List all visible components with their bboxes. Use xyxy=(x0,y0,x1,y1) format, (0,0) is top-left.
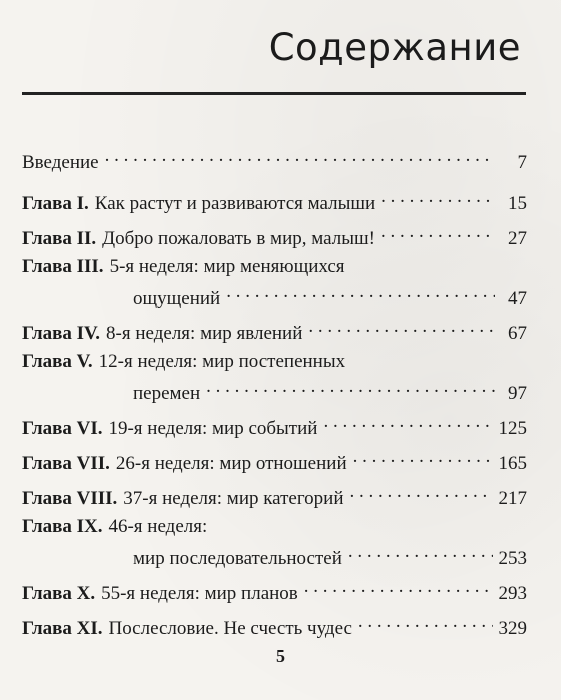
dot-leader xyxy=(353,444,493,469)
chapter-page-number: 27 xyxy=(508,228,527,249)
chapter-label: Глава IV. xyxy=(22,323,101,344)
chapter-page-number: 165 xyxy=(498,453,527,474)
chapter-page-number: 15 xyxy=(508,193,527,214)
dot-leader xyxy=(323,409,492,434)
table-of-contents xyxy=(22,143,527,644)
title-rule xyxy=(22,92,526,95)
chapter-title: 26-я неделя: мир отношений xyxy=(115,453,347,474)
toc-entry xyxy=(22,574,527,604)
chapter-page-number: 67 xyxy=(508,323,527,344)
toc-entry xyxy=(22,444,527,474)
page-title: Содержание xyxy=(268,26,521,69)
chapter-label: Глава VIII. xyxy=(22,488,118,509)
chapter-page-number: 97 xyxy=(508,383,527,404)
dot-leader xyxy=(105,143,495,168)
chapter-label: Глава XI. xyxy=(22,618,103,639)
toc-entry xyxy=(22,514,527,569)
chapter-label: Глава IX. xyxy=(22,516,103,537)
chapter-label: Глава V. xyxy=(22,351,93,372)
chapter-page-number: 125 xyxy=(498,418,527,439)
toc-line xyxy=(22,479,527,509)
chapter-title: 12-я неделя: мир постепенных xyxy=(98,351,346,372)
chapter-label: Глава II. xyxy=(22,228,97,249)
toc-line xyxy=(22,254,527,279)
dot-leader xyxy=(348,539,493,564)
chapter-title: мир последовательностей xyxy=(133,548,342,569)
chapter-label: Глава I. xyxy=(22,193,89,214)
dot-leader xyxy=(358,609,493,634)
toc-line xyxy=(22,314,527,344)
chapter-title: 37-я неделя: мир категорий xyxy=(123,488,344,509)
chapter-page-number: 217 xyxy=(498,488,527,509)
toc-entry xyxy=(22,609,527,639)
chapter-title: 19-я неделя: мир событий xyxy=(108,418,318,439)
chapter-title: Послесловие. Не счесть чудес xyxy=(108,618,352,639)
dot-leader xyxy=(381,219,495,244)
toc-entry xyxy=(22,349,527,404)
toc-line xyxy=(22,143,527,173)
chapter-page-number: 7 xyxy=(517,152,527,173)
toc-entry xyxy=(22,219,527,249)
chapter-title: 5-я неделя: мир меняющихся xyxy=(109,256,345,277)
toc-line xyxy=(22,184,527,214)
toc-entry xyxy=(22,184,527,214)
chapter-title: ощущений xyxy=(133,288,221,309)
page-number: 5 xyxy=(276,646,285,666)
chapter-page-number: 253 xyxy=(498,548,527,569)
chapter-page-number: 329 xyxy=(498,618,527,639)
toc-line xyxy=(22,609,527,639)
dot-leader xyxy=(350,479,493,504)
chapter-title: 8-я неделя: мир явлений xyxy=(106,323,303,344)
chapter-label: Глава III. xyxy=(22,256,104,277)
toc-entry xyxy=(22,409,527,439)
toc-line xyxy=(22,219,527,249)
chapter-label: Глава VII. xyxy=(22,453,110,474)
toc-entry xyxy=(22,479,527,509)
dot-leader xyxy=(308,314,495,339)
toc-entry xyxy=(22,143,527,173)
chapter-title: перемен xyxy=(133,383,201,404)
toc-line xyxy=(22,409,527,439)
dot-leader xyxy=(226,279,495,304)
chapter-label: Глава X. xyxy=(22,583,96,604)
toc-line xyxy=(22,539,527,569)
chapter-title: 46-я неделя: xyxy=(108,516,208,537)
toc-line xyxy=(22,514,527,539)
toc-line xyxy=(22,374,527,404)
dot-leader xyxy=(206,374,495,399)
toc-line xyxy=(22,279,527,309)
chapter-title: 55-я неделя: мир планов xyxy=(101,583,298,604)
dot-leader xyxy=(304,574,493,599)
toc-entry xyxy=(22,314,527,344)
chapter-page-number: 293 xyxy=(498,583,527,604)
toc-entry xyxy=(22,254,527,309)
chapter-title: Добро пожаловать в мир, малыш! xyxy=(102,228,375,249)
chapter-page-number: 47 xyxy=(508,288,527,309)
chapter-title: Введение xyxy=(22,152,99,173)
toc-line xyxy=(22,349,527,374)
chapter-title: Как растут и развиваются малыши xyxy=(94,193,376,214)
toc-line xyxy=(22,444,527,474)
dot-leader xyxy=(381,184,495,209)
chapter-label: Глава VI. xyxy=(22,418,103,439)
toc-line xyxy=(22,574,527,604)
